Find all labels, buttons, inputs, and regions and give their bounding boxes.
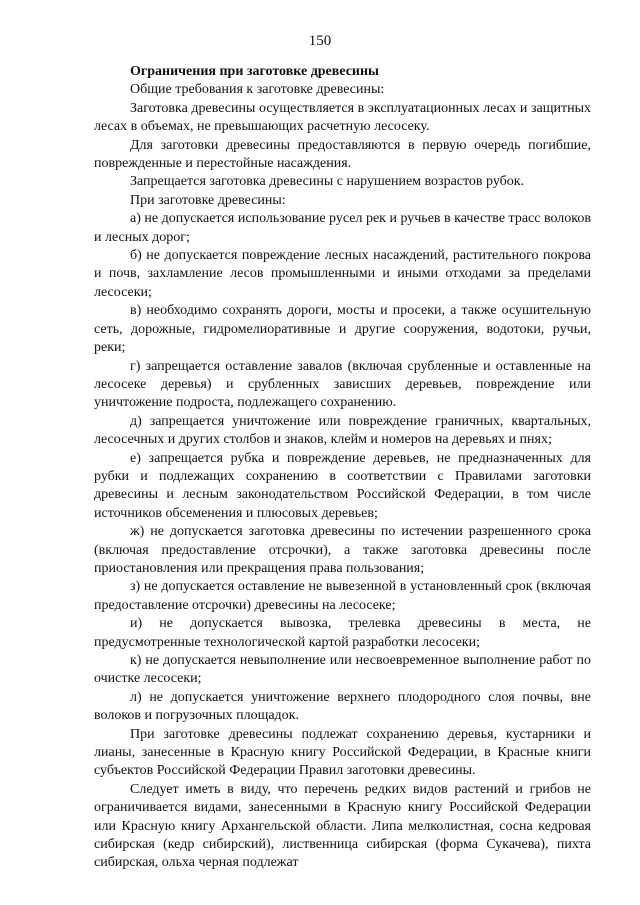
list-item-zh: ж) не допускается заготовка древесины по истечении разрешенного срока (включая предоставление отсрочки), а также заготовка древесины после приостановления или прекращения права пользования; bbox=[94, 524, 591, 576]
list-item-e: е) запрещается рубка и повреждение деревьев, не предназначенных для рубки и подлежащих сохранению в соответствии с Правилами заготовки древесины и лесным законодательством Российской Федерации, в том числе источников обсеменения и плюсовых деревьев; bbox=[94, 450, 591, 521]
paragraph: Для заготовки древесины предоставляются в первую очередь погибшие, поврежденные и перестойные насаждения. bbox=[94, 137, 591, 172]
document-body bbox=[94, 63, 591, 873]
list-item-l: л) не допускается уничтожение верхнего плодородного слоя почвы, вне волоков и погрузочных площадок. bbox=[94, 689, 591, 724]
list-item-k: к) не допускается невыполнение или несвоевременное выполнение работ по очистке лесосеки; bbox=[94, 653, 591, 687]
paragraph: Заготовка древесины осуществляется в эксплуатационных лесах и защитных лесах в объемах, не превышающих расчетную лесосеку. bbox=[94, 100, 591, 135]
section-heading: Ограничения при заготовке древесины bbox=[130, 64, 379, 79]
list-item-i: и) не допускается вывозка, трелевка древесины в места, не предусмотренные технологической картой разработки лесосеки; bbox=[94, 616, 591, 650]
paragraph: Общие требования к заготовке древесины: bbox=[130, 82, 385, 98]
paragraph: При заготовке древесины подлежат сохранению деревья, кустарники и лианы, занесенные в Красную книгу Российской Федерации, в Красные книги субъектов Российской Федерации Правил заготовки древесины. bbox=[94, 726, 591, 779]
list-item-d: д) запрещается уничтожение или повреждение граничных, квартальных, лесосечных и других столбов и знаков, клейм и номеров на деревьях и пнях; bbox=[94, 413, 591, 448]
list-item-a: а) не допускается использование русел рек и ручьев в качестве трасс волоков и лесных дорог; bbox=[94, 211, 591, 245]
list-item-g: г) запрещается оставление завалов (включая срубленные и оставленные на лесосеке деревья) и срубленных зависших деревьев, повреждение или уничтожение подроста, подлежащего сохранению. bbox=[94, 358, 591, 411]
list-item-b: б) не допускается повреждение лесных насаждений, растительного покрова и почв, захламление лесов промышленными и иными отходами за пределами лесосеки; bbox=[94, 248, 591, 300]
page-number: 150 bbox=[308, 33, 332, 49]
paragraph: При заготовке древесины: bbox=[130, 192, 286, 208]
list-item-v: в) необходимо сохранять дороги, мосты и просеки, а также осушительную сеть, дорожные, гидромелиоративные и другие сооружения, водотоки, ручьи, реки; bbox=[94, 303, 591, 356]
paragraph: Запрещается заготовка древесины с нарушением возрастов рубок. bbox=[130, 174, 525, 190]
list-item-z: з) не допускается оставление не вывезенной в установленный срок (включая предоставление отсрочки) древесины на лесосеке; bbox=[94, 579, 591, 613]
paragraph: Следует иметь в виду, что перечень редких видов растений и грибов не ограничивается видами, занесенными в Красную книгу Российской Федерации или Красную книгу Архангельской области. Липа мелколистная, сосна кедровая сибирская (кедр сибирский), лиственница сибирская (форма Сукачева), пихта сибирская, ольха черная подлежат bbox=[94, 781, 591, 871]
